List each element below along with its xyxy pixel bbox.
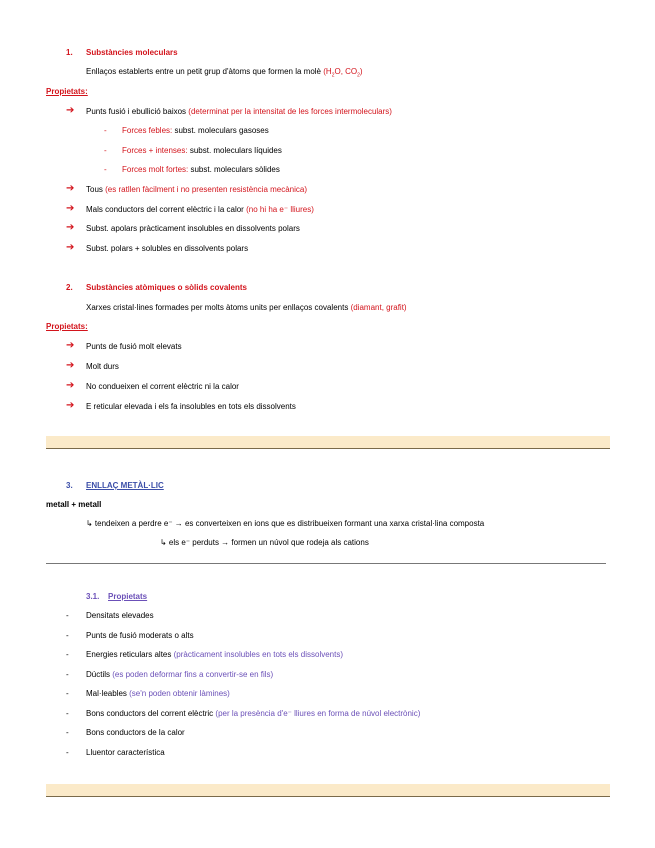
section2-description: Xarxes cristal·lines formades per molts àtoms units per enllaços covalents (diamant, grafit): [86, 303, 407, 312]
arrow-right-icon: ➔: [66, 183, 75, 194]
arrow-right-icon: ➔: [66, 380, 75, 391]
section1-description: Enllaços establerts entre un petit grup d'àtoms que formen la molè ($H_2O$, $CO_2$): [86, 67, 363, 79]
metal-bond-formula: metall + metall: [46, 500, 102, 509]
section2-number: 2.: [66, 283, 73, 292]
metal-prop-1: Densitats elevades: [86, 611, 154, 620]
subsection-title: Propietats: [108, 592, 148, 601]
subsection-number: 3.1.: [86, 592, 100, 601]
metal-prop-5: Mal·leables (se'n poden obtenir làmines): [86, 689, 230, 698]
section2-prop-2: Molt durs: [86, 362, 119, 371]
arrow-right-icon: ➔: [66, 242, 75, 253]
metal-prop-8: Lluentor característica: [86, 748, 165, 757]
section1-prop-4: Subst. apolars pràcticament insolubles en dissolvents polars: [86, 224, 300, 233]
section1-subprop-1: Forces febles: subst. moleculars gasoses: [122, 126, 269, 135]
dash-bullet: -: [104, 126, 107, 135]
dash-bullet: -: [104, 165, 107, 174]
arrow-right-icon: ➔: [66, 105, 75, 116]
arrow-right-icon: ➔: [66, 340, 75, 351]
section1-title: Substàncies moleculars: [86, 48, 178, 57]
section1-subprop-2: Forces + intenses: subst. moleculars líquides: [122, 146, 282, 155]
section3-number: 3.: [66, 481, 73, 490]
section1-prop-2: Tous (es ratllen fàcilment i no presenten resistència mecànica): [86, 185, 308, 194]
dash-bullet: -: [66, 611, 69, 620]
section2-prop-3: No condueixen el corrent elèctric ni la calor: [86, 382, 239, 391]
section3-title: ENLLAÇ METÀL·LIC: [86, 481, 164, 490]
arrow-right-icon: ➔: [66, 360, 75, 371]
dash-bullet: -: [66, 709, 69, 718]
section1-prop-3: Mals conductors del corrent elèctric i la calor (no hi ha e⁻ lliures): [86, 205, 314, 214]
dash-bullet: -: [66, 631, 69, 640]
metal-prop-4: Dúctils (es poden deformar fins a convertir-se en fils): [86, 670, 274, 679]
arrow-right-icon: ➔: [66, 222, 75, 233]
section1-prop-5: Subst. polars + solubles en dissolvents polars: [86, 244, 249, 253]
metal-prop-6: Bons conductors del corrent elèctric (per la presència d'e⁻ lliures en forma de núvol electrònic): [86, 709, 421, 718]
dash-bullet: -: [104, 146, 107, 155]
dash-bullet: -: [66, 670, 69, 679]
section-divider-band: [46, 436, 610, 449]
metal-prop-2: Punts de fusió moderats o alts: [86, 631, 194, 640]
dash-bullet: -: [66, 650, 69, 659]
section1-props-label: Propietats:: [46, 87, 88, 96]
section2-prop-4: E reticular elevada i els fa insolubles en tots els dissolvents: [86, 402, 296, 411]
section-divider-band: [46, 784, 610, 797]
metal-bond-note-2: ↳ els e⁻ perduts → formen un núvol que rodeja als cations: [160, 538, 369, 547]
section2-title: Substàncies atòmiques o sòlids covalents: [86, 283, 247, 292]
dash-bullet: -: [66, 689, 69, 698]
dash-bullet: -: [66, 728, 69, 737]
metal-prop-7: Bons conductors de la calor: [86, 728, 185, 737]
arrow-right-icon: ➔: [66, 400, 75, 411]
section2-props-label: Propietats:: [46, 322, 88, 331]
section2-prop-1: Punts de fusió molt elevats: [86, 342, 182, 351]
section1-subprop-3: Forces molt fortes: subst. moleculars sòlides: [122, 165, 280, 174]
horizontal-rule: [46, 563, 606, 564]
section1-number: 1.: [66, 48, 73, 57]
dash-bullet: -: [66, 748, 69, 757]
metal-bond-note-1: ↳ tendeixen a perdre e⁻ → es converteixen en ions que es distribueixen formant una xarxa cristal·lina composta: [86, 519, 485, 528]
metal-prop-3: Energies reticulars altes (pràcticament insolubles en tots els dissolvents): [86, 650, 344, 659]
section1-prop-1: Punts fusió i ebullició baixos (determinat per la intensitat de les forces intermoleculars): [86, 107, 392, 116]
arrow-right-icon: ➔: [66, 203, 75, 214]
